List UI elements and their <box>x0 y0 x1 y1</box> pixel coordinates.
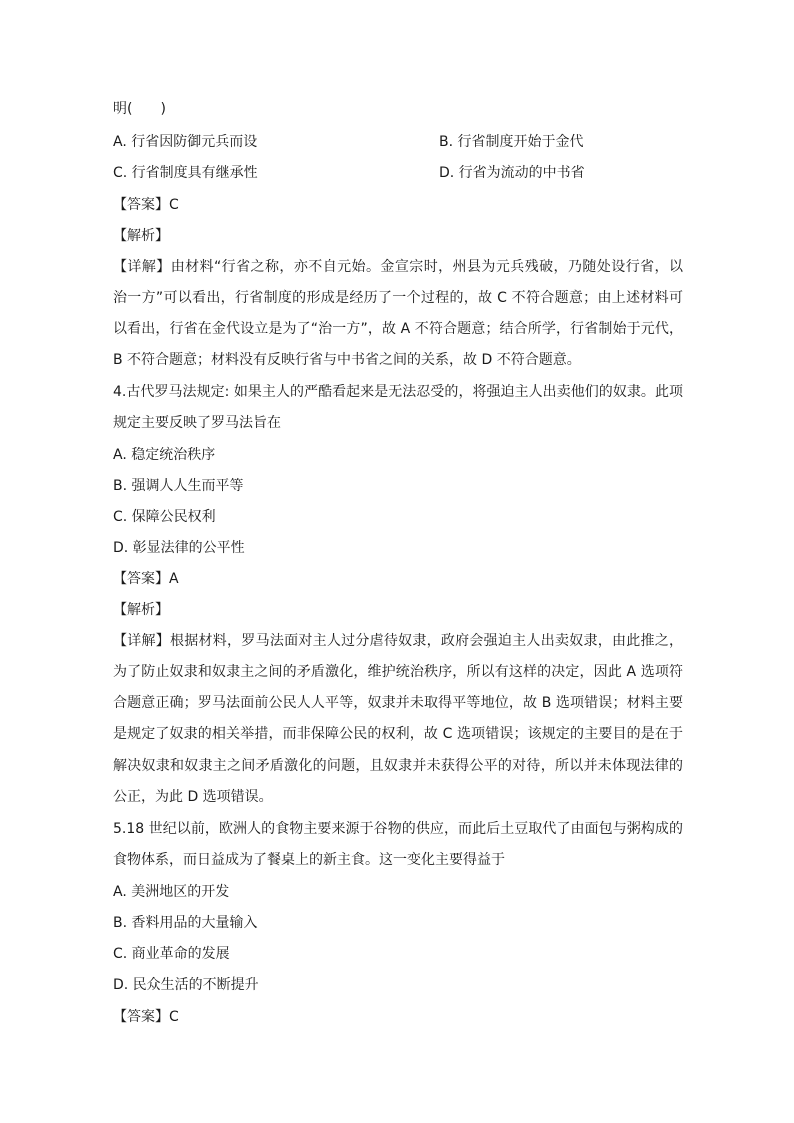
q4-analysis-heading: 【解析】 <box>113 602 169 618</box>
q5-answer: 【答案】C <box>113 1009 179 1025</box>
q3-detail-line: 以看出，行省在金代设立是为了“治一方”，故 A 不符合题意；结合所学，行省制始于元代， <box>113 321 683 337</box>
q3-stem-tail: 明( ) <box>113 101 166 117</box>
q4-option-c: C. 保障公民权利 <box>113 509 216 525</box>
q3-detail-line: B 不符合题意；材料没有反映行省与中书省之间的关系，故 D 不符合题意。 <box>113 352 581 368</box>
q5-option-d: D. 民众生活的不断提升 <box>113 977 259 993</box>
q4-option-b: B. 强调人人生而平等 <box>113 478 244 494</box>
q4-detail-line: 公正，为此 D 选项错误。 <box>113 789 273 805</box>
q4-stem-line: 4.古代罗马法规定: 如果主人的严酷看起来是无法忍受的，将强迫主人出卖他们的奴隶。此项 <box>113 384 683 400</box>
q5-option-c: C. 商业革命的发展 <box>113 946 230 962</box>
q5-stem-line: 食物体系，而日益成为了餐桌上的新主食。这一变化主要得益于 <box>113 852 505 868</box>
q3-detail-line: 【详解】由材料“行省之称，亦不自元始。金宣宗时，州县为元兵残破，乃随处设行省，以 <box>113 259 683 275</box>
q5-stem-line: 5.18 世纪以前，欧洲人的食物主要来源于谷物的供应，而此后土豆取代了由面包与粥构成的 <box>113 821 683 837</box>
q4-detail-line: 【详解】根据材料，罗马法面对主人过分虐待奴隶，政府会强迫主人出卖奴隶，由此推之， <box>113 633 683 649</box>
q4-detail-line: 解决奴隶和奴隶主之间矛盾激化的问题，且奴隶并未获得公平的对待，所以并未体现法律的 <box>113 758 683 774</box>
q4-stem-line: 规定主要反映了罗马法旨在 <box>113 415 281 431</box>
q4-detail-line: 为了防止奴隶和奴隶主之间的矛盾激化，维护统治秩序，所以有这样的决定，因此 A 选项符 <box>113 664 683 680</box>
q3-option-a: A. 行省因防御元兵而设 <box>113 134 258 150</box>
q3-option-c: C. 行省制度具有继承性 <box>113 165 258 181</box>
q4-option-d: D. 彰显法律的公平性 <box>113 540 245 556</box>
q5-option-b: B. 香料用品的大量输入 <box>113 915 258 931</box>
q4-answer: 【答案】A <box>113 571 179 587</box>
q4-option-a: A. 稳定统治秩序 <box>113 447 216 463</box>
q4-detail-line: 是规定了奴隶的相关举措，而非保障公民的权利，故 C 选项错误；该规定的主要目的是在于 <box>113 726 683 742</box>
q3-answer: 【答案】C <box>113 197 179 213</box>
q3-option-b: B. 行省制度开始于金代 <box>439 134 584 150</box>
q3-option-d: D. 行省为流动的中书省 <box>439 165 585 181</box>
q4-detail-line: 合题意正确；罗马法面前公民人人平等，奴隶并未取得平等地位，故 B 选项错误；材料主要 <box>113 695 683 711</box>
q3-detail-line: 治一方”可以看出，行省制度的形成是经历了一个过程的，故 C 不符合题意；由上述材料可 <box>113 290 683 306</box>
q3-analysis-heading: 【解析】 <box>113 228 169 244</box>
q5-option-a: A. 美洲地区的开发 <box>113 884 230 900</box>
